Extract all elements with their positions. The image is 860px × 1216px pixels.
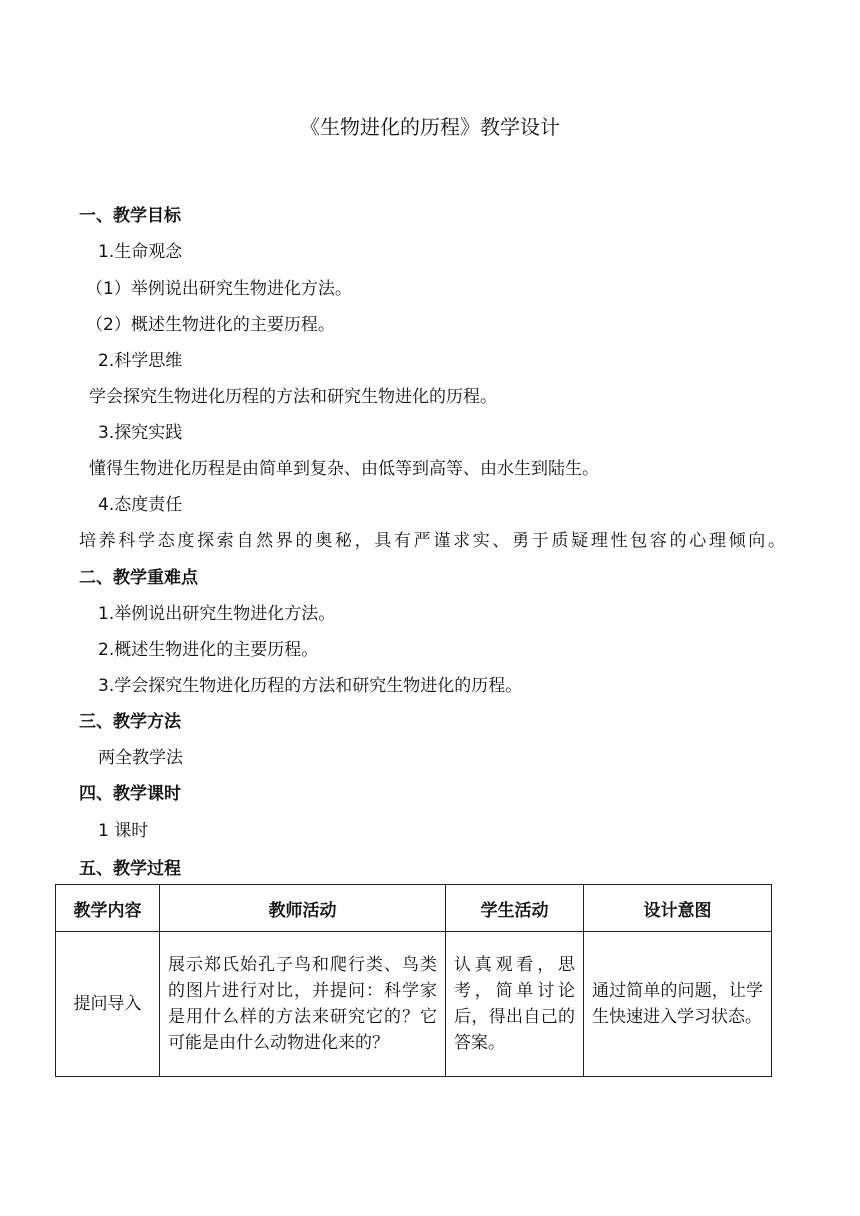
cell-content: 提问导入: [56, 932, 160, 1077]
goal-item: （2）概述生物进化的主要历程。: [86, 315, 335, 335]
column-header-teacher: 教师活动: [160, 885, 446, 932]
column-header-student: 学生活动: [446, 885, 584, 932]
column-header-content: 教学内容: [56, 885, 160, 932]
goal-subheading-life-concept: 1.生命观念: [98, 242, 183, 262]
section-heading-goals: 一、教学目标: [79, 206, 181, 226]
goal-text: 培养科学态度探索自然界的奥秘，具有严谨求实、勇于质疑理性包容的心理倾向。: [79, 531, 785, 551]
section-heading-process: 五、教学过程: [79, 859, 181, 879]
goal-item: （1）举例说出研究生物进化方法。: [86, 279, 352, 299]
goal-subheading-attitude: 4.态度责任: [98, 495, 183, 515]
key-point-item: 1.举例说出研究生物进化方法。: [98, 604, 336, 624]
table-header-row: [56, 885, 772, 932]
hours-text: 1 课时: [98, 821, 149, 841]
goal-subheading-scientific-thinking: 2.科学思维: [98, 351, 183, 371]
goal-text: 懂得生物进化历程是由简单到复杂、由低等到高等、由水生到陆生。: [89, 459, 599, 479]
cell-design-intent: 通过简单的问题，让学生快速进入学习状态。: [584, 932, 772, 1077]
key-point-item: 3.学会探究生物进化历程的方法和研究生物进化的历程。: [98, 676, 523, 696]
key-point-item: 2.概述生物进化的主要历程。: [98, 640, 319, 660]
methods-text: 两全教学法: [98, 748, 183, 768]
table-row: [56, 932, 772, 1077]
cell-teacher-activity: 展示郑氏始孔子鸟和爬行类、鸟类的图片进行对比，并提问：科学家是用什么样的方法来研究它的？它可能是由什么动物进化来的？: [160, 932, 446, 1077]
goal-text: 学会探究生物进化历程的方法和研究生物进化的历程。: [89, 387, 497, 407]
section-heading-key-points: 二、教学重难点: [79, 568, 198, 588]
goal-subheading-inquiry-practice: 3.探究实践: [98, 423, 183, 443]
section-heading-hours: 四、教学课时: [79, 784, 181, 804]
column-header-intent: 设计意图: [584, 885, 772, 932]
teaching-process-table: [55, 884, 772, 1077]
cell-student-activity: 认真观看，思考，简单讨论后，得出自己的答案。: [446, 932, 584, 1077]
document-title: 《生物进化的历程》教学设计: [300, 115, 560, 139]
section-heading-methods: 三、教学方法: [79, 712, 181, 732]
